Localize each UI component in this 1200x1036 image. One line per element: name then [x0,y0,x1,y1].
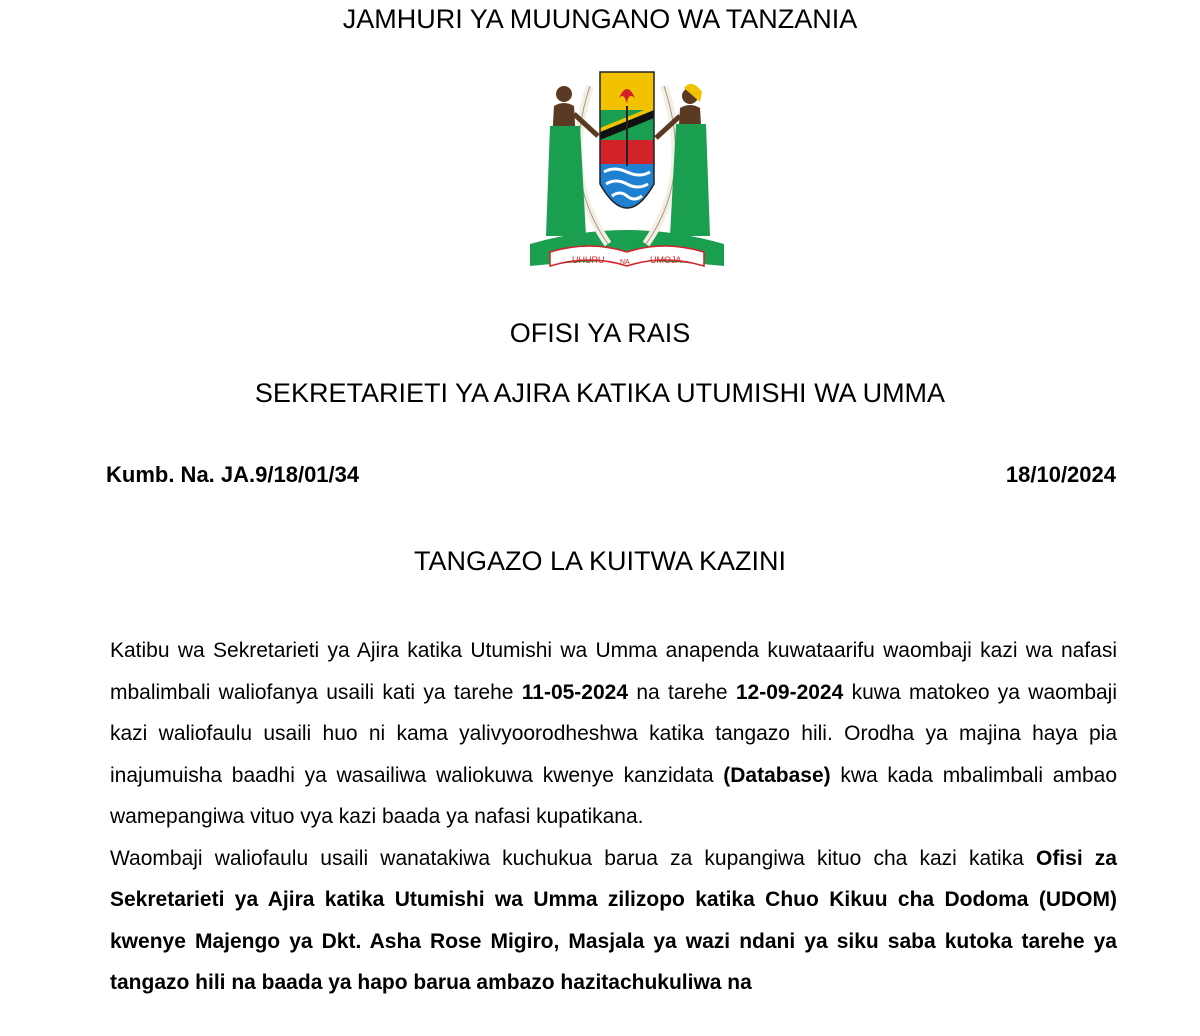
notice-title: TANGAZO LA KUITWA KAZINI [413,546,787,576]
paragraph-results [110,630,1117,838]
document-date: 18/10/2024 [1005,462,1116,487]
motto-left-text: UHURU [572,255,605,265]
coat-of-arms-emblem [520,66,734,276]
secretariat-heading: SEKRETARIETI YA AJIRA KATIKA UTUMISHI WA UMMA [254,378,946,408]
paragraph-text: na tarehe [628,680,736,704]
emblem-shield [600,72,654,208]
paragraph-text: Waombaji waliofaulu usaili wanatakiwa kuchukua barua za kupangiwa kituo cha kazi katika [110,846,1036,870]
country-heading: JAMHURI YA MUUNGANO WA TANZANIA [342,4,858,34]
office-heading: OFISI YA RAIS [509,318,691,348]
start-date: 11-05-2024 [521,680,629,704]
end-date: 12-09-2024 [735,680,844,704]
notice-body [110,630,1117,1004]
paragraph-text: kwa kada mbalimbali ambao wamepangiwa vituo vya kazi baada ya nafasi kupatikana. [110,763,1117,828]
paragraph-text: kuwa matokeo ya waombaji kazi waliofaulu usaili huo ni kama yalivyoorodheshwa katika tangazo hili. Orodha ya majina haya pia inajumuisha baadhi ya wasailiwa waliokuwa kwenye kanzidata [110,680,1118,787]
paragraph-text: Katibu wa Sekretarieti ya Ajira katika Utumishi wa Umma anapenda kuwataarifu waombaji kazi wa nafasi mbalimbali waliofanya usaili kati ya tarehe [110,639,1117,704]
database-term: (Database) [723,763,831,787]
motto-mid-text: NA [620,259,630,266]
paragraph-instructions [110,838,1117,1004]
reference-number: Kumb. Na. JA.9/18/01/34 [106,462,360,487]
office-location-text: Ofisi za Sekretarieti ya Ajira katika Utumishi wa Umma zilizopo katika Chuo Kikuu cha Dodoma (UDOM) kwenye Majengo ya Dkt. Asha Rose Migiro, Masjala ya wazi ndani ya siku saba kutoka tarehe ya tangazo hili na baada ya hapo barua ambazo hazitachukuliwa na [110,846,1117,994]
motto-right-text: UMOJA [650,255,682,265]
